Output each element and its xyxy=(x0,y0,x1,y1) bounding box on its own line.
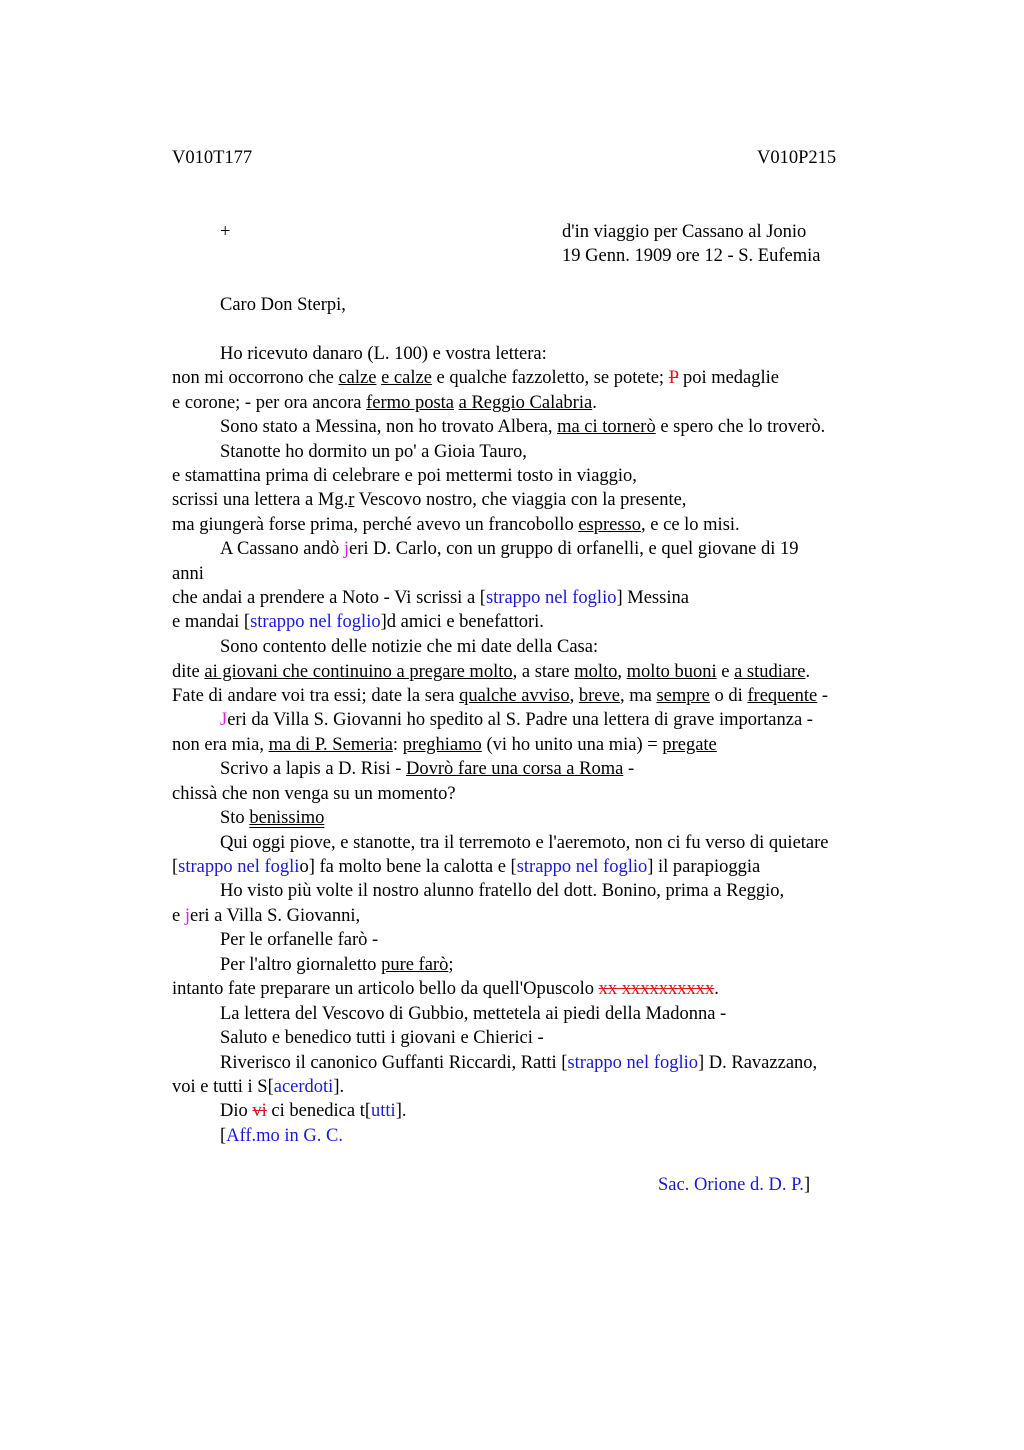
body-line-11: che andai a prendere a Noto - Vi scrissi a [strappo nel foglio] Messina xyxy=(172,588,689,608)
cross-mark: + xyxy=(220,222,231,242)
body-line-7: scrissi una lettera a Mg.r Vescovo nostro, che viaggia con la presente, xyxy=(172,490,687,510)
closing-line: [Aff.mo in G. C. xyxy=(220,1126,343,1146)
editorial-note: strappo nel foglio xyxy=(567,1053,698,1073)
editorial-note: strappo nel fogli xyxy=(178,857,300,877)
body-line-18: Scrivo a lapis a D. Risi - Dovrò fare una corsa a Roma - xyxy=(220,759,635,779)
editorial-note: strappo nel foglio xyxy=(516,857,648,877)
body-line-26: Per l'altro giornaletto pure farò; xyxy=(220,955,454,975)
body-line-17: non era mia, ma di P. Semeria: preghiamo (vi ho unito una mia) = pregate xyxy=(172,735,717,755)
place-line-2: 19 Genn. 1909 ore 12 - S. Eufemia xyxy=(562,246,821,266)
body-line-30: Riverisco il canonico Guffanti Riccardi, Ratti [strappo nel foglio] D. Ravazzano, xyxy=(220,1053,818,1073)
editorial-note: strappo nel foglio xyxy=(250,612,381,632)
body-line-16: Jeri da Villa S. Giovanni ho spedito al S. Padre una lettera di grave importanza - xyxy=(220,710,813,730)
body-line-13: Sono contento delle notizie che mi date della Casa: xyxy=(220,637,599,657)
correction-letter: j xyxy=(184,906,190,926)
body-line-31: voi e tutti i S[acerdoti]. xyxy=(172,1077,345,1097)
body-line-3: e corone; - per ora ancora fermo posta a Reggio Calabria. xyxy=(172,393,597,413)
deleted-text: xx xxxxxxxxxx xyxy=(598,979,715,999)
body-line-28: La lettera del Vescovo di Gubbio, mettetela ai piedi della Madonna - xyxy=(220,1004,727,1024)
salutation: Caro Don Sterpi, xyxy=(220,295,346,315)
body-line-8: ma giungerà forse prima, perché avevo un francobollo espresso, e ce lo misi. xyxy=(172,515,740,535)
correction-letter: J xyxy=(220,710,228,730)
body-line-14: dite ai giovani che continuino a pregare molto, a stare molto, molto buoni e a studiare. xyxy=(172,662,811,682)
body-line-23: Ho visto più volte il nostro alunno fratello del dott. Bonino, prima a Reggio, xyxy=(220,881,785,901)
editorial-note: acerdoti xyxy=(273,1077,334,1097)
body-line-1: Ho ricevuto danaro (L. 100) e vostra lettera: xyxy=(220,344,547,364)
body-line-29: Saluto e benedico tutti i giovani e Chierici - xyxy=(220,1028,544,1048)
place-line-1: d'in viaggio per Cassano al Jonio xyxy=(562,222,807,242)
body-line-19: chissà che non venga su un momento? xyxy=(172,784,456,804)
body-line-4: Sono stato a Messina, non ho trovato Albera, ma ci tornerò e spero che lo troverò. xyxy=(220,417,826,437)
body-line-22: [strappo nel foglio] fa molto bene la calotta e [strappo nel foglio] il parapioggia xyxy=(172,857,761,877)
body-line-24: e jeri a Villa S. Giovanni, xyxy=(172,906,361,926)
editorial-note: utti xyxy=(371,1101,396,1121)
doc-code-right: V010P215 xyxy=(757,148,837,168)
body-line-32: Dio vi ci benedica t[utti]. xyxy=(220,1101,407,1121)
body-line-20: Sto benissimo xyxy=(220,808,325,828)
editorial-note: strappo nel foglio xyxy=(485,588,617,608)
body-line-27: intanto fate preparare un articolo bello da quell'Opuscolo xx xxxxxxxxxx. xyxy=(172,979,719,999)
body-line-2: non mi occorrono che calze e calze e qualche fazzoletto, se potete; P poi medaglie xyxy=(172,368,780,388)
body-line-21: Qui oggi piove, e stanotte, tra il terremoto e l'aeremoto, non ci fu verso di quietare xyxy=(220,833,829,853)
body-line-5: Stanotte ho dormito un po' a Gioia Tauro, xyxy=(220,442,527,462)
body-line-15: Fate di andare voi tra essi; date la sera qualche avviso, breve, ma sempre o di frequente - xyxy=(172,686,829,706)
body-line-6: e stamattina prima di celebrare e poi mettermi tosto in viaggio, xyxy=(172,466,637,486)
body-line-25: Per le orfanelle farò - xyxy=(220,930,379,950)
correction-letter: j xyxy=(343,539,349,559)
deleted-text: P xyxy=(668,368,679,388)
signature: Sac. Orione d. D. P.] xyxy=(658,1175,811,1195)
deleted-text: vi xyxy=(252,1101,267,1121)
body-line-12: e mandai [strappo nel foglio]d amici e benefattori. xyxy=(172,612,544,632)
doc-code-left: V010T177 xyxy=(172,148,253,168)
body-line-10: anni xyxy=(172,564,204,584)
body-line-9: A Cassano andò jeri D. Carlo, con un gruppo di orfanelli, e quel giovane di 19 xyxy=(220,539,799,559)
